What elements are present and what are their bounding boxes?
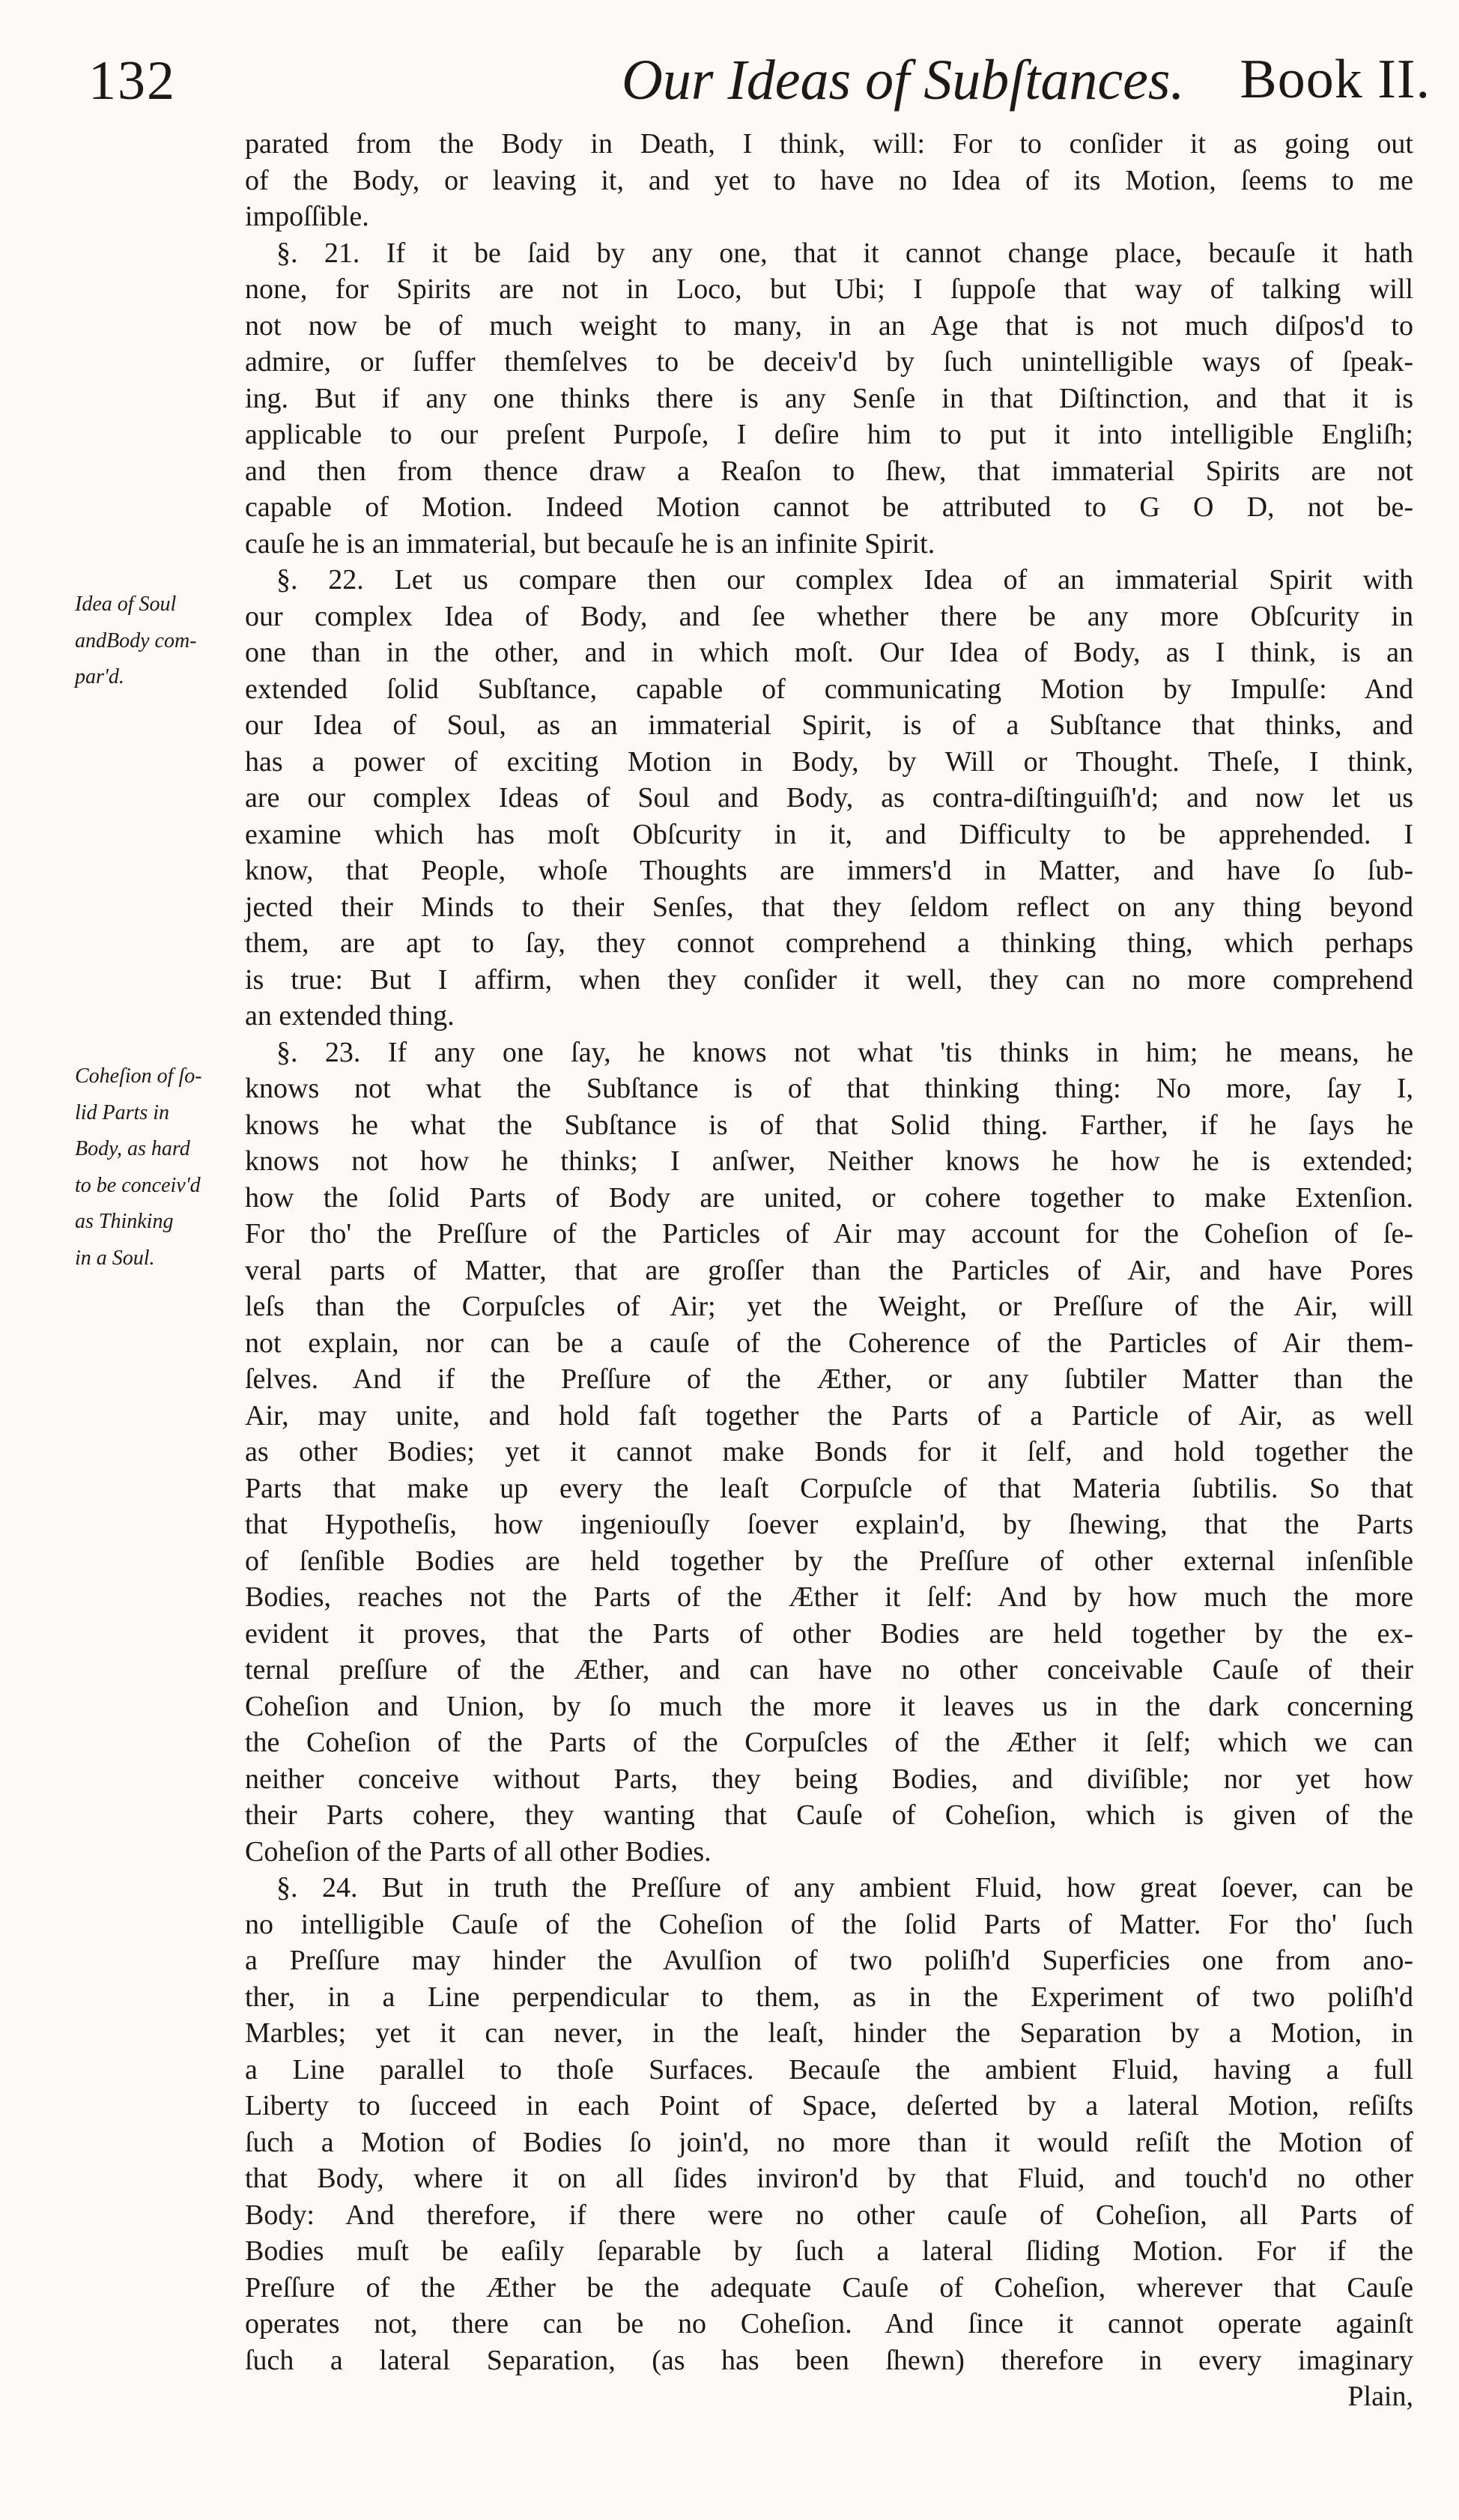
text-line: our complex Idea of Body, and ſee whether there be any more Obſcurity in: [245, 600, 1413, 632]
text-line: ing. But if any one thinks there is any Senſe in that Diſtinction, and that it is: [245, 382, 1413, 414]
text-line: our Idea of Soul, as an immaterial Spirit, is of a Subſtance that thinks, and: [245, 709, 1413, 741]
text-line: ternal preſſure of the Æther, and can have no other conceivable Cauſe of their: [245, 1654, 1413, 1685]
text-line: of ſenſible Bodies are held together by the Preſſure of other external inſenſible: [245, 1545, 1413, 1577]
text-line: Plain,: [1347, 2381, 1413, 2412]
text-line: are our complex Ideas of Soul and Body, as contra-diſtinguiſh'd; and now let us: [245, 782, 1413, 814]
margin-note-line: to be conceiv'd: [75, 1173, 201, 1197]
text-line: their Parts cohere, they wanting that Cauſe of Coheſion, which is given of the: [245, 1799, 1413, 1831]
text-line: how the ſolid Parts of Body are united, or cohere together to make Extenſion.: [245, 1181, 1413, 1214]
running-title: Our Ideas of Subſtances.: [622, 49, 1185, 112]
text-line: §. 24. But in truth the Preſſure of any ambient Fluid, how great ſoever, can be: [276, 1872, 1413, 1903]
text-line: no intelligible Cauſe of the Coheſion of the ſolid Parts of Matter. For tho' ſuch: [245, 1908, 1413, 1940]
body-text: [245, 126, 1413, 2415]
text-line: jected their Minds to their Senſes, that they ſeldom reflect on any thing beyond: [245, 891, 1413, 923]
text-line: parated from the Body in Death, I think, will: For to conſider it as going out: [245, 128, 1413, 160]
text-line: a Preſſure may hinder the Avulſion of two poliſh'd Superficies one from ano-: [245, 1945, 1413, 1976]
text-line: impoſſible.: [245, 201, 369, 232]
margin-note-line: Body, as hard: [75, 1137, 190, 1160]
text-line: neither conceive without Parts, they being Bodies, and diviſible; nor yet how: [245, 1763, 1413, 1795]
text-line: ſelves. And if the Preſſure of the Æther, or any ſubtiler Matter than the: [245, 1363, 1413, 1395]
text-line: knows not how he thinks; I anſwer, Neither knows he how he is extended;: [245, 1145, 1413, 1177]
text-line: operates not, there can be no Coheſion. And ſince it cannot operate againſt: [245, 2308, 1413, 2339]
text-line: an extended thing.: [245, 1000, 455, 1032]
text-line: applicable to our preſent Purpoſe, I deſire him to put it into intelligible Engliſh;: [245, 419, 1413, 450]
text-line: of the Body, or leaving it, and yet to have no Idea of its Motion, ſeems to me: [245, 164, 1413, 196]
text-line: capable of Motion. Indeed Motion cannot be attributed to G O D, not be-: [245, 491, 1413, 523]
text-line: Bodies muſt be eaſily ſeparable by ſuch a lateral ſliding Motion. For if the: [245, 2235, 1413, 2267]
text-line: For tho' the Preſſure of the Particles of Air may account for the Coheſion of ſe-: [245, 1218, 1413, 1250]
text-line: that Hypotheſis, how ingeniouſly ſoever explain'd, by ſhewing, that the Parts: [245, 1509, 1413, 1540]
text-line: ther, in a Line perpendicular to them, as in the Experiment of two poliſh'd: [245, 1981, 1413, 2013]
margin-note-cohesion: [75, 1058, 240, 1276]
text-line: and then from thence draw a Reaſon to ſhew, that immaterial Spirits are not: [245, 455, 1413, 487]
text-line: knows he what the Subſtance is of that Solid thing. Farther, if he ſays he: [245, 1109, 1413, 1141]
text-line: veral parts of Matter, that are groſſer than the Particles of Air, and have Pores: [245, 1254, 1413, 1286]
text-line: Coheſion and Union, by ſo much the more it leaves us in the dark concerning: [245, 1690, 1413, 1722]
text-line: §. 23. If any one ſay, he knows not what 'tis thinks in him; he means, he: [276, 1036, 1413, 1068]
text-line: Marbles; yet it can never, in the leaſt, hinder the Separation by a Motion, in: [245, 2017, 1413, 2049]
text-line: one than in the other, and in which moſt. Our Idea of Body, as I think, is an: [245, 637, 1413, 668]
text-line: knows not what the Subſtance is of that thinking thing: No more, ſay I,: [245, 1073, 1413, 1104]
page-header: [82, 34, 1431, 117]
text-line: not explain, nor can be a cauſe of the Coherence of the Particles of Air them-: [245, 1327, 1413, 1359]
text-line: a Line parallel to thoſe Surfaces. Becauſe the ambient Fluid, having a full: [245, 2053, 1413, 2086]
text-line: has a power of exciting Motion in Body, by Will or Thought. Theſe, I think,: [245, 745, 1413, 778]
text-line: ſuch a lateral Separation, (as has been ſhewn) therefore in every imaginary: [245, 2344, 1413, 2376]
margin-note-line: as Thinking: [75, 1210, 174, 1233]
text-line: as other Bodies; yet it cannot make Bonds for it ſelf, and hold together the: [245, 1436, 1413, 1468]
margin-note-line: par'd.: [75, 665, 124, 688]
text-line: admire, or ſuffer themſelves to be deceiv'd by ſuch unintelligible ways of ſpeak-: [245, 346, 1413, 378]
page-number: 132: [88, 50, 176, 112]
text-line: none, for Spirits are not in Loco, but Ubi; I ſuppoſe that way of talking will: [245, 273, 1413, 305]
text-line: them, are apt to ſay, they connot comprehend a thinking thing, which perhaps: [245, 927, 1413, 959]
margin-note-line: andBody com-: [75, 629, 197, 652]
text-line: Coheſion of the Parts of all other Bodies.: [245, 1835, 712, 1868]
margin-note-soul-body: [75, 587, 240, 696]
text-line: Liberty to ſucceed in each Point of Space, deſerted by a lateral Motion, reſiſts: [245, 2090, 1413, 2121]
text-line: Body: And therefore, if there were no other cauſe of Coheſion, all Parts of: [245, 2199, 1413, 2231]
text-line: ſuch a Motion of Bodies ſo join'd, no more than it would reſiſt the Motion of: [245, 2126, 1413, 2158]
text-line: cauſe he is an immaterial, but becauſe he is an infinite Spirit.: [245, 527, 935, 560]
text-line: examine which has moſt Obſcurity in it, and Difficulty to be apprehended. I: [245, 818, 1413, 850]
text-line: evident it proves, that the Parts of other Bodies are held together by the ex-: [245, 1617, 1413, 1650]
margin-note-line: Idea of Soul: [75, 593, 177, 616]
margin-note-line: Coheſion of ſo-: [75, 1064, 202, 1088]
text-line: the Coheſion of the Parts of the Corpuſcles of the Æther it ſelf; which we can: [245, 1727, 1413, 1758]
text-line: Parts that make up every the leaſt Corpuſcle of that Materia ſubtilis. So that: [245, 1472, 1413, 1504]
text-line: extended ſolid Subſtance, capable of communicating Motion by Impulſe: And: [245, 673, 1413, 705]
text-line: §. 22. Let us compare then our complex Idea of an immaterial Spirit with: [276, 564, 1413, 596]
text-line: is true: But I affirm, when they conſider it well, they can no more comprehend: [245, 963, 1413, 996]
text-line: §. 21. If it be ſaid by any one, that it cannot change place, becauſe it hath: [276, 237, 1413, 269]
text-line: know, that People, whoſe Thoughts are immers'd in Matter, and have ſo ſub-: [245, 855, 1413, 886]
book-label: Book II.: [1240, 49, 1431, 110]
text-line: that Body, where it on all ſides inviron'd by that Fluid, and touch'd no other: [245, 2163, 1413, 2194]
text-line: Bodies, reaches not the Parts of the Æther it ſelf: And by how much the more: [245, 1581, 1413, 1613]
text-line: Preſſure of the Æther be the adequate Cauſe of Coheſion, wherever that Cauſe: [245, 2271, 1413, 2304]
text-line: leſs than the Corpuſcles of Air; yet the Weight, or Preſſure of the Air, will: [245, 1291, 1413, 1322]
margin-note-line: lid Parts in: [75, 1100, 170, 1124]
text-line: Air, may unite, and hold faſt together the Parts of a Particle of Air, as well: [245, 1399, 1413, 1432]
text-line: not now be of much weight to many, in an Age that is not much diſpos'd to: [245, 309, 1413, 342]
margin-note-line: in a Soul.: [75, 1246, 155, 1270]
